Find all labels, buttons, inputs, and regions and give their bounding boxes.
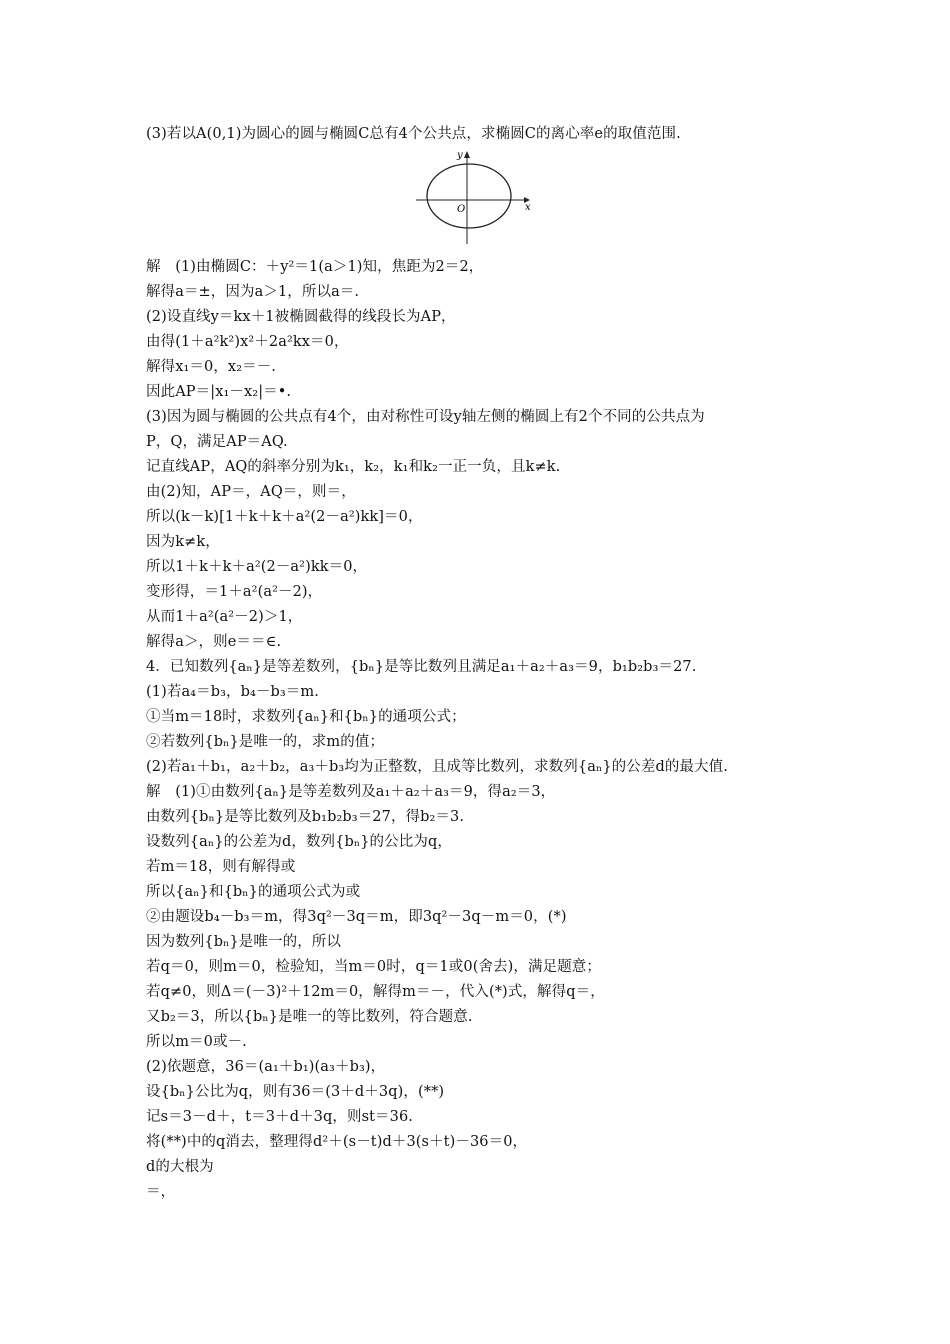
y-axis-label: y <box>457 150 463 161</box>
text-line: 因为k≠k， <box>146 534 220 550</box>
text-line: 又b₂＝3，所以{bₙ}是唯一的等比数列，符合题意. <box>146 1009 473 1025</box>
problem4-statement: 4．已知数列{aₙ}是等差数列，{bₙ}是等比数列且满足a₁＋a₂＋a₃＝9，b₁b₂b₃＝27. <box>146 659 697 675</box>
text-line: 记s＝3－d＋，t＝3＋d＋3q，则st＝36. <box>146 1109 414 1125</box>
text-line: (2)依题意，36＝(a₁＋b₁)(a₃＋b₃)， <box>146 1059 386 1075</box>
text-line: 设{bₙ}公比为q，则有36＝(3＋d＋3q)，(**) <box>146 1084 445 1100</box>
ellipse-diagram <box>412 148 540 248</box>
text-line: 解 (1)①由数列{aₙ}是等差数列及a₁＋a₂＋a₃＝9，得a₂＝3， <box>146 784 556 800</box>
text-line: 解得a＞，则e＝＝∈. <box>146 634 282 650</box>
text-line: 若q＝0，则m＝0，检验知，当m＝0时，q＝1或0(舍去)，满足题意； <box>146 959 602 975</box>
origin-label: O <box>457 204 466 215</box>
text-line: d的大根为 <box>146 1159 214 1175</box>
text-line: 记直线AP，AQ的斜率分别为k₁，k₂，k₁和k₂一正一负，且k≠k. <box>146 459 561 475</box>
text-line: ＝， <box>146 1184 176 1200</box>
text-line: 变形得，＝1＋a²(a²－2)， <box>146 584 323 600</box>
text-line: (3)因为圆与椭圆的公共点有4个，由对称性可设y轴左侧的椭圆上有2个不同的公共点为 <box>146 409 705 425</box>
text-line: 因此AP＝|x₁－x₂|＝•. <box>146 384 292 400</box>
text-line: 所以{aₙ}和{bₙ}的通项公式为或 <box>146 884 361 900</box>
text-line: 所以(k－k)[1＋k＋k＋a²(2－a²)kk]＝0， <box>146 509 423 525</box>
text-line: 解得a＝±，因为a＞1，所以a＝. <box>146 284 360 300</box>
x-axis-label: x <box>525 202 531 213</box>
text-line: 从而1＋a²(a²－2)＞1， <box>146 609 303 625</box>
ellipse-figure <box>412 148 540 248</box>
text-line: 由数列{bₙ}是等比数列及b₁b₂b₃＝27，得b₂＝3. <box>146 809 465 825</box>
text-line: 所以1＋k＋k＋a²(2－a²)kk＝0， <box>146 559 368 575</box>
ellipse-curve <box>427 164 511 228</box>
text-line: (2)设直线y＝kx＋1被椭圆截得的线段长为AP， <box>146 309 456 325</box>
text-line: ①当m＝18时，求数列{aₙ}和{bₙ}的通项公式； <box>146 709 466 725</box>
text-line: 将(**)中的q消去，整理得d²＋(s－t)d＋3(s＋t)－36＝0， <box>146 1134 528 1150</box>
text-line: 由(2)知，AP＝，AQ＝，则＝， <box>146 484 356 500</box>
text-line: 若q≠0，则Δ＝(－3)²＋12m＝0，解得m＝－，代入(*)式，解得q＝， <box>146 984 605 1000</box>
text-line: P，Q，满足AP＝AQ. <box>146 434 288 450</box>
problem3-intro: (3)若以A(0,1)为圆心的圆与椭圆C总有4个公共点，求椭圆C的离心率e的取值范围. <box>146 126 681 142</box>
text-line: (2)若a₁＋b₁，a₂＋b₂，a₃＋b₃均为正整数，且成等比数列，求数列{aₙ}的公差d的最大值. <box>146 759 728 775</box>
text-line: 设数列{aₙ}的公差为d，数列{bₙ}的公比为q， <box>146 834 452 850</box>
text-line: ②若数列{bₙ}是唯一的，求m的值； <box>146 734 385 750</box>
text-line: 解 (1)由椭圆C：＋y²＝1(a＞1)知，焦距为2＝2， <box>146 259 484 275</box>
text-line: 解得x₁＝0，x₂＝－. <box>146 359 277 375</box>
text-line: 因为数列{bₙ}是唯一的，所以 <box>146 934 342 950</box>
text-line: 由得(1＋a²k²)x²＋2a²kx＝0， <box>146 334 349 350</box>
text-line: 若m＝18，则有解得或 <box>146 859 296 875</box>
text-line: (1)若a₄＝b₃，b₄－b₃＝m. <box>146 684 319 700</box>
text-line: 所以m＝0或－. <box>146 1034 247 1050</box>
text-line: ②由题设b₄－b₃＝m，得3q²－3q＝m，即3q²－3q－m＝0，(*) <box>146 909 567 925</box>
y-axis-arrow <box>464 151 470 158</box>
